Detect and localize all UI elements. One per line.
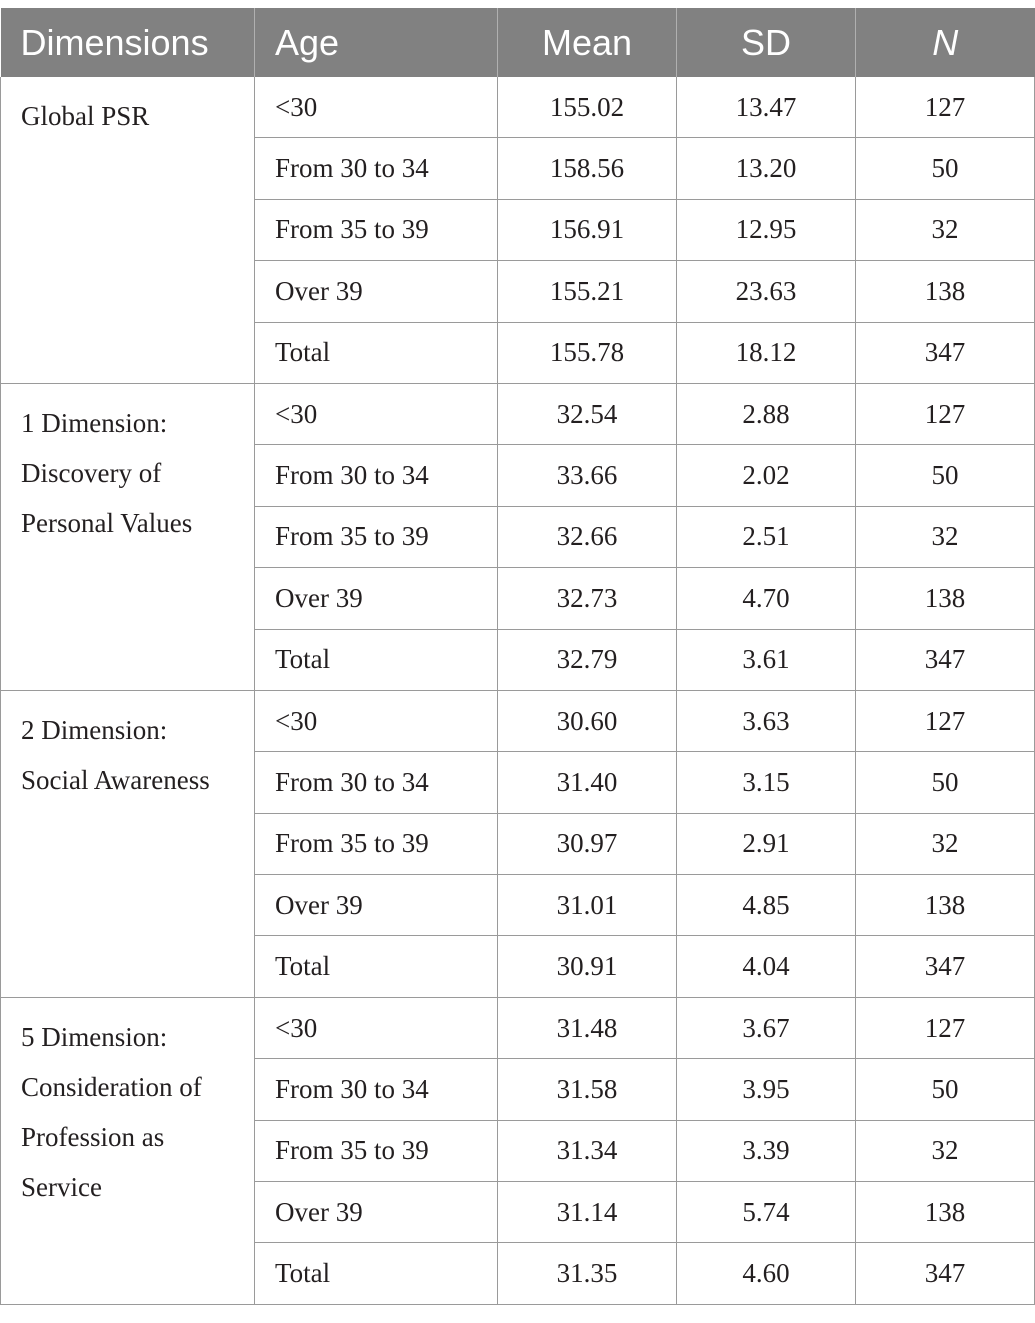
age-cell: Over 39 (255, 875, 498, 936)
sd-cell: 3.95 (677, 1059, 856, 1120)
age-cell: From 30 to 34 (255, 138, 498, 199)
dimension-cell (1, 77, 255, 383)
n-cell: 347 (856, 1243, 1035, 1304)
mean-cell: 155.78 (498, 322, 677, 383)
header-n: N (856, 8, 1035, 77)
sd-cell: 13.47 (677, 77, 856, 138)
sd-cell: 3.15 (677, 752, 856, 813)
dimension-cell (1, 690, 255, 997)
age-cell: From 30 to 34 (255, 445, 498, 506)
n-cell: 50 (856, 752, 1035, 813)
age-cell: Over 39 (255, 1182, 498, 1243)
table-row (1, 77, 1035, 138)
mean-cell: 31.40 (498, 752, 677, 813)
mean-cell: 30.91 (498, 936, 677, 997)
header-age: Age (255, 8, 498, 77)
age-cell: From 30 to 34 (255, 1059, 498, 1120)
mean-cell: 31.34 (498, 1120, 677, 1181)
age-cell: Total (255, 936, 498, 997)
mean-cell: 155.21 (498, 261, 677, 322)
mean-cell: 30.60 (498, 690, 677, 751)
dimension-label-line: Profession as (21, 1121, 165, 1152)
n-cell: 50 (856, 1059, 1035, 1120)
age-cell: From 35 to 39 (255, 199, 498, 260)
data-table (0, 8, 1035, 1305)
sd-cell: 2.91 (677, 813, 856, 874)
sd-cell: 3.39 (677, 1120, 856, 1181)
dimension-cell (1, 997, 255, 1304)
mean-cell: 155.02 (498, 77, 677, 138)
sd-cell: 4.85 (677, 875, 856, 936)
sd-cell: 4.70 (677, 568, 856, 629)
n-cell: 127 (856, 77, 1035, 138)
dimension-label-line: 1 Dimension: (21, 407, 168, 438)
age-cell: Total (255, 322, 498, 383)
age-cell: Total (255, 1243, 498, 1304)
sd-cell: 2.51 (677, 506, 856, 567)
n-cell: 32 (856, 813, 1035, 874)
dimension-label-line: Discovery of (21, 457, 162, 488)
age-cell: <30 (255, 997, 498, 1058)
n-cell: 127 (856, 690, 1035, 751)
n-cell: 127 (856, 997, 1035, 1058)
age-cell: From 30 to 34 (255, 752, 498, 813)
header-mean: Mean (498, 8, 677, 77)
age-cell: Over 39 (255, 568, 498, 629)
table-row (1, 383, 1035, 444)
sd-cell: 23.63 (677, 261, 856, 322)
age-cell: From 35 to 39 (255, 506, 498, 567)
mean-cell: 32.66 (498, 506, 677, 567)
mean-cell: 32.79 (498, 629, 677, 690)
table-header (1, 8, 1035, 77)
mean-cell: 31.58 (498, 1059, 677, 1120)
sd-cell: 3.61 (677, 629, 856, 690)
n-cell: 138 (856, 1182, 1035, 1243)
table-body (1, 77, 1035, 1304)
sd-cell: 3.63 (677, 690, 856, 751)
age-cell: From 35 to 39 (255, 813, 498, 874)
n-cell: 50 (856, 138, 1035, 199)
table-row (1, 690, 1035, 751)
dimension-label-line: 5 Dimension: (21, 1021, 168, 1052)
mean-cell: 33.66 (498, 445, 677, 506)
mean-cell: 156.91 (498, 199, 677, 260)
sd-cell: 2.88 (677, 383, 856, 444)
n-cell: 138 (856, 261, 1035, 322)
sd-cell: 12.95 (677, 199, 856, 260)
mean-cell: 32.54 (498, 383, 677, 444)
n-cell: 138 (856, 568, 1035, 629)
n-cell: 32 (856, 1120, 1035, 1181)
n-cell: 138 (856, 875, 1035, 936)
mean-cell: 31.35 (498, 1243, 677, 1304)
age-cell: From 35 to 39 (255, 1120, 498, 1181)
sd-cell: 13.20 (677, 138, 856, 199)
dimension-label-line: Social Awareness (21, 764, 210, 795)
mean-cell: 31.48 (498, 997, 677, 1058)
n-cell: 50 (856, 445, 1035, 506)
mean-cell: 31.01 (498, 875, 677, 936)
dimension-label-line: Service (21, 1171, 102, 1202)
n-cell: 347 (856, 322, 1035, 383)
sd-cell: 4.60 (677, 1243, 856, 1304)
sd-cell: 2.02 (677, 445, 856, 506)
age-cell: Over 39 (255, 261, 498, 322)
age-cell: <30 (255, 690, 498, 751)
dimension-label-line: 2 Dimension: (21, 714, 168, 745)
mean-cell: 158.56 (498, 138, 677, 199)
dimension-label-line: Global PSR (21, 101, 150, 131)
header-row (1, 8, 1035, 77)
mean-cell: 32.73 (498, 568, 677, 629)
n-cell: 32 (856, 506, 1035, 567)
sd-cell: 3.67 (677, 997, 856, 1058)
dimension-label-line: Consideration of (21, 1071, 202, 1102)
dimension-label-line: Personal Values (21, 507, 193, 538)
sd-cell: 18.12 (677, 322, 856, 383)
dimension-cell (1, 383, 255, 690)
age-cell: Total (255, 629, 498, 690)
n-cell: 127 (856, 383, 1035, 444)
n-cell: 347 (856, 629, 1035, 690)
mean-cell: 31.14 (498, 1182, 677, 1243)
n-cell: 347 (856, 936, 1035, 997)
header-sd: SD (677, 8, 856, 77)
n-cell: 32 (856, 199, 1035, 260)
age-cell: <30 (255, 383, 498, 444)
sd-cell: 5.74 (677, 1182, 856, 1243)
header-dimensions: Dimensions (1, 8, 255, 77)
table-row (1, 997, 1035, 1058)
mean-cell: 30.97 (498, 813, 677, 874)
age-cell: <30 (255, 77, 498, 138)
sd-cell: 4.04 (677, 936, 856, 997)
